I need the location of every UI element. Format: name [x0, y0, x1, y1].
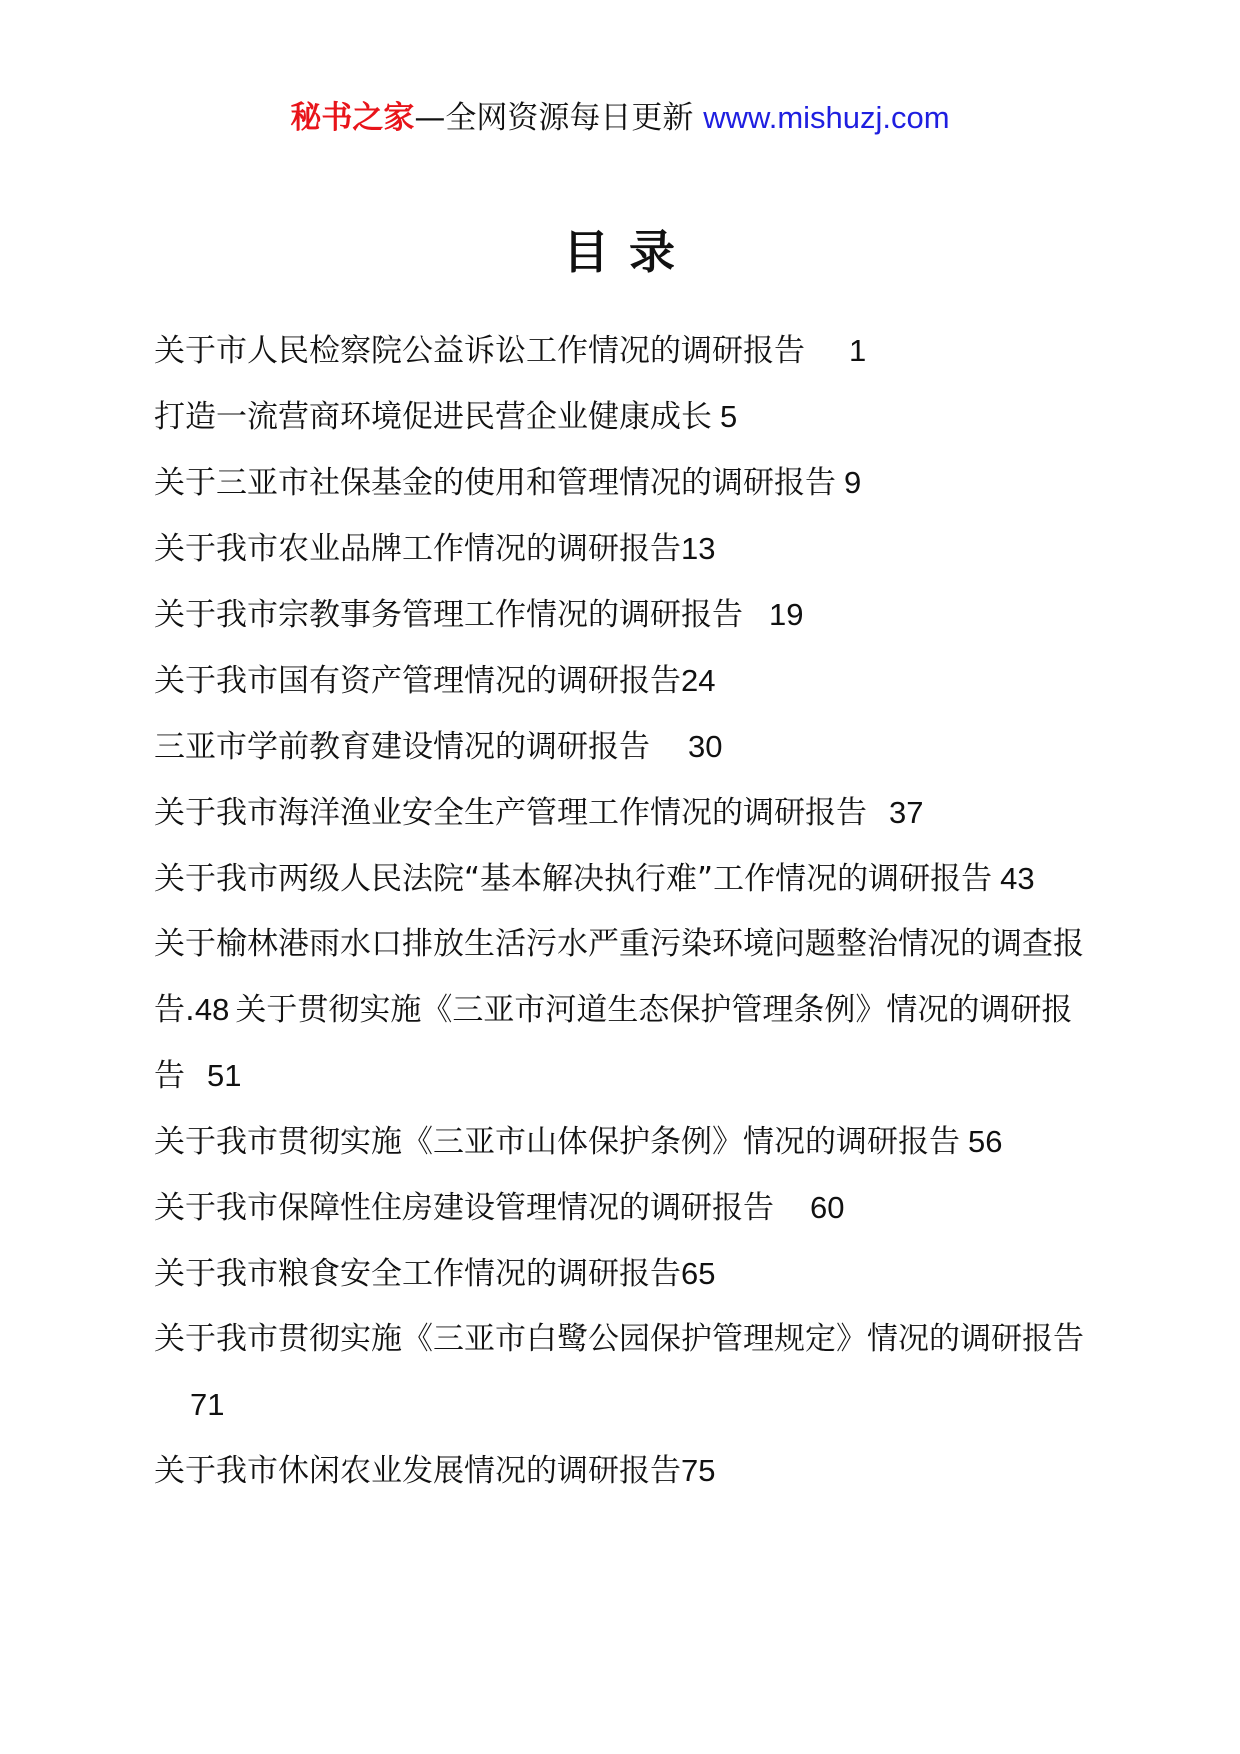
- toc-entry[interactable]: [154, 318, 1084, 384]
- toc-entry[interactable]: [154, 780, 1084, 846]
- toc-entry[interactable]: [154, 1438, 1084, 1504]
- toc-entry[interactable]: [154, 582, 1084, 648]
- toc-entry-title: 打造一流营商环境促进民营企业健康成长: [154, 399, 712, 435]
- toc-entry-page: 75: [681, 1453, 716, 1488]
- toc-entry-page: 9: [844, 465, 862, 500]
- toc-entry-title: 关于我市贯彻实施《三亚市山体保护条例》情况的调研报告: [154, 1124, 960, 1160]
- table-of-contents: [154, 318, 1084, 1504]
- toc-entry-page: 30: [688, 729, 723, 764]
- toc-entry[interactable]: [154, 1307, 1084, 1438]
- header-tagline: —全网资源每日更新: [414, 100, 704, 136]
- toc-entry[interactable]: [154, 648, 1084, 714]
- toc-entry-page: 51: [207, 1058, 242, 1093]
- toc-entry[interactable]: [154, 450, 1084, 516]
- toc-entry-page: 5: [720, 399, 738, 434]
- toc-entry-title: 关于榆林港雨水口排放生活污水严重污染环境问题整治情况的调查报告.: [154, 926, 1084, 1028]
- site-header: [0, 98, 1240, 138]
- toc-entry-page: 56: [968, 1124, 1003, 1159]
- toc-entry-title: 关于贯彻实施《三亚市河道生态保护管理条例》情况的调研报告: [154, 992, 1073, 1094]
- toc-entry-page: 37: [889, 795, 924, 830]
- toc-entry-title: 关于三亚市社保基金的使用和管理情况的调研报告: [154, 465, 836, 501]
- toc-entry[interactable]: [154, 846, 1084, 912]
- toc-entry-title: 关于我市宗教事务管理工作情况的调研报告: [154, 597, 743, 633]
- toc-entry-title: 关于我市粮食安全工作情况的调研报告: [154, 1256, 681, 1292]
- toc-entry-title: 关于我市农业品牌工作情况的调研报告: [154, 531, 681, 567]
- toc-entry-page: 19: [769, 597, 804, 632]
- toc-entry[interactable]: [154, 1241, 1084, 1307]
- toc-entry-page: 43: [1000, 861, 1035, 896]
- toc-entry[interactable]: [154, 1109, 1084, 1175]
- toc-entry[interactable]: [154, 516, 1084, 582]
- toc-entry[interactable]: [154, 912, 1084, 1109]
- toc-entry-page: 13: [681, 531, 716, 566]
- toc-entry-title: 关于我市休闲农业发展情况的调研报告: [154, 1453, 681, 1489]
- toc-entry-page: 48: [194, 992, 230, 1027]
- toc-entry-title: 关于我市保障性住房建设管理情况的调研报告: [154, 1190, 774, 1226]
- toc-entry-page: 24: [681, 663, 716, 698]
- toc-entry-page: 60: [810, 1190, 845, 1225]
- toc-entry-title: 三亚市学前教育建设情况的调研报告: [154, 729, 650, 765]
- toc-entry-title: 关于我市两级人民法院“基本解决执行难”工作情况的调研报告: [154, 861, 993, 897]
- document-title: 目 录: [562, 225, 677, 279]
- brand-name: 秘书之家: [290, 100, 415, 136]
- toc-entry-page: 65: [681, 1256, 716, 1291]
- toc-entry-title: 关于我市海洋渔业安全生产管理工作情况的调研报告: [154, 795, 867, 831]
- toc-entry-page: 1: [849, 333, 867, 368]
- site-url-link[interactable]: www.mishuzj.com: [703, 100, 950, 135]
- toc-entry[interactable]: [154, 1175, 1084, 1241]
- toc-entry-title: 关于市人民检察院公益诉讼工作情况的调研报告: [154, 333, 805, 369]
- toc-entry[interactable]: [154, 384, 1084, 450]
- toc-entry-title: 关于我市贯彻实施《三亚市白鹭公园保护管理规定》情况的调研报告: [154, 1321, 1084, 1357]
- toc-entry[interactable]: [154, 714, 1084, 780]
- toc-entry-title: 关于我市国有资产管理情况的调研报告: [154, 663, 681, 699]
- toc-entry-page: 71: [190, 1387, 225, 1422]
